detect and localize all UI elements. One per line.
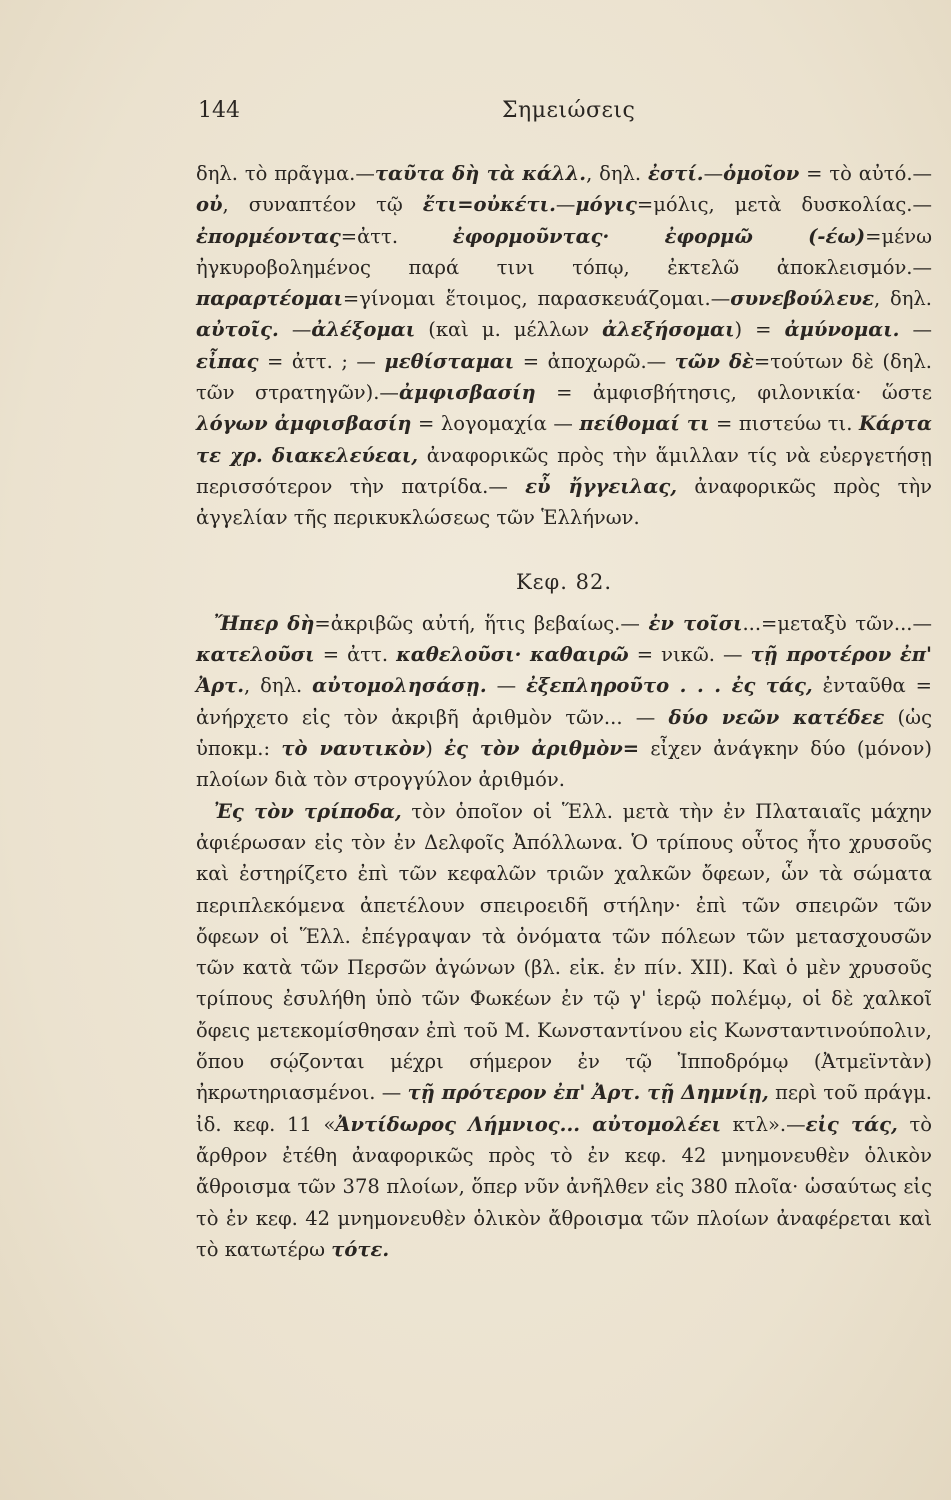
lemma-text: εὖ ἤγγειλας,	[525, 474, 678, 498]
lemma-text: τῇ πρότερον ἐπ' Ἀρτ. τῇ Δημνίῃ,	[407, 1081, 769, 1105]
lemma-text: κατελοῦσι	[196, 643, 315, 667]
lemma-text: αὐτομολησάσῃ.	[312, 674, 487, 698]
notes-paragraph-3	[196, 796, 932, 1265]
notes-paragraph-1	[196, 158, 932, 534]
lemma-text: Ἐς τὸν τρίποδα,	[214, 799, 402, 823]
lemma-text: μεθίσταμαι	[384, 349, 515, 373]
lemma-text: ἐστί.	[647, 162, 704, 185]
note-text: =τούτων δὲ (δηλ. τῶν στρατηγῶν).—	[196, 349, 933, 405]
lemma-text: λόγων ἀμφισβασίη	[196, 412, 412, 436]
note-text: =μένω ἠγκυροβολημένος παρά τινι τόπῳ, ἐκτελῶ ἀποκλεισμόν.—	[196, 224, 932, 279]
note-text: , δηλ.	[586, 162, 648, 185]
lemma-text: Ἀντίδωρος Λήμνιος... αὐτομολέει	[335, 1112, 722, 1136]
lemma-text: τῇ προτέρον ἐπ' Ἀρτ.	[196, 643, 932, 698]
lemma-text: δύο νεῶν κατέδεε	[668, 705, 885, 729]
note-text: ...=μεταξὺ τῶν...—	[742, 611, 932, 635]
lemma-text: ὁμοῖον	[723, 162, 800, 185]
lemma-text: μόγις	[575, 193, 637, 217]
note-text: εἶχεν ἀνάγκην δύο (μόνον) πλοίων διὰ τὸν στρογγύλον ἀριθμόν.	[196, 737, 932, 792]
lemma-text: Ἤπερ δὴ	[214, 611, 315, 635]
notes-body	[196, 158, 932, 1265]
note-text: )	[425, 737, 445, 761]
lemma-text: ταῦτα δὴ τὰ κάλλ.	[374, 162, 587, 185]
lemma-text: πείθομαί τι	[579, 412, 710, 436]
lemma-text: οὐ	[196, 193, 223, 217]
note-text: —	[703, 162, 724, 185]
running-title: Σημειώσεις	[502, 98, 636, 123]
lemma-text: ἐν τοῖσι	[648, 611, 743, 635]
note-text: τὸν ὁποῖον οἱ Ἕλλ. μετὰ τὴν ἐν Πλαταιαῖς μάχην ἀφιέρωσαν εἰς τὸν ἐν Δελφοῖς Ἀπόλλωνα. Ὁ τρίπους οὗτος ἦτο χρυσοῦς καὶ ἐστηρίζετο ἐπὶ τῶν κεφαλῶν τριῶν χαλκῶν ὄφεων, ὧν τὰ σώματα περιπλεκόμενα ἀπετέλουν σπειροειδῆ στήλην· ἐπὶ τῶν σπειρῶν τῶν ὄφεων οἱ Ἕλλ. ἐπέγραψαν τὰ ὀνόματα τῶν πόλεων τῶν μετασχουσῶν τῶν κατὰ τῶν Περσῶν ἀγώνων (βλ. εἰκ. ἐν πίν. XII). Καὶ ὁ μὲν χρυσοῦς τρίπους ἐσυλήθη ὑπὸ τῶν Φωκέων ἐν τῷ γ' ἱερῷ πολέμῳ, οἱ δὲ χαλκοῖ ὄφεις μετεκομίσθησαν ἐπὶ τοῦ Μ. Κωνσταντίνου εἰς Κωνσταντινούπολιν, ὅπου σῴζονται μέχρι σήμερον ἐν τῷ Ἱπποδρόμῳ (Ἀτμεϊντὰν) ἠκρωτηριασμένοι. —	[196, 799, 932, 1105]
note-text: = ἀττ. ; —	[258, 349, 385, 373]
lemma-text: παραρτέομαι	[196, 287, 343, 311]
lemma-text: ἐπορμέοντας	[196, 224, 341, 248]
note-text: ἐνταῦθα = ἀνήρχετο εἰς τὸν ἀκριβῆ ἀριθμὸν τῶν... —	[196, 674, 932, 729]
lemma-text: ἀμύνομαι.	[784, 318, 900, 342]
note-text: =μόλις, μετὰ δυσκολίας.—	[636, 193, 932, 217]
lemma-text: ἀλέξομαι	[311, 318, 416, 342]
lemma-text: ἐφορμοῦντας· ἐφορμῶ (-έω)	[452, 224, 866, 248]
lemma-text: τῶν δὲ	[674, 349, 754, 373]
note-text: = ἀποχωρῶ.—	[514, 349, 675, 373]
chapter-heading: Κεφ. 82.	[515, 569, 613, 594]
lemma-text: ἐς τὸν ἀριθμὸν=	[444, 737, 640, 761]
lemma-text: καθελοῦσι· καθαιρῶ	[396, 643, 629, 667]
note-text: τὸ ἄρθρον ἐτέθη ἀναφορικῶς πρὸς τὸ ἐν κεφ. 42 μνημονευθὲν ὁλικὸν ἄθροισμα τῶν 378 πλοίων, ὅπερ νῦν ἀνῆλθεν εἰς 380 πλοῖα· ὡσαύτως εἰς τὸ ἐν κεφ. 42 μνημονευθὲν ὁλικὸν ἄθροισμα τῶν πλοίων ἀναφέρεται καὶ τὸ κατωτέρω	[196, 1112, 932, 1261]
note-text: = νικῶ. —	[628, 643, 751, 667]
note-text: = πιστεύω τι.	[709, 412, 859, 436]
note-text: = ἀττ.	[314, 643, 397, 667]
lemma-text: εἰς τάς,	[805, 1112, 898, 1136]
lemma-text: τὸ ναυτικὸν	[281, 737, 426, 761]
note-text: = τὸ αὐτό.—	[799, 162, 933, 185]
lemma-text: ἀμφισβασίη	[398, 381, 536, 405]
lemma-text: ἔτι=οὐκέτι.	[422, 193, 556, 217]
note-text: = ἀμφισβήτησις, φιλονικία· ὥστε	[535, 381, 932, 405]
lemma-text: συνεβούλευε	[730, 287, 874, 311]
note-text: —	[899, 318, 933, 342]
note-text: ἀναφορικῶς πρὸς τὴν ἅμιλλαν τίς νὰ εὐεργετήσῃ περισσότερον τὴν πατρίδα.—	[196, 443, 932, 498]
note-text: ) =	[734, 318, 785, 342]
note-text: —	[278, 318, 312, 342]
lemma-text: Κάρτα τε χρ. διακελεύεαι,	[196, 412, 933, 467]
lemma-text: ἀλεξήσομαι	[602, 318, 735, 342]
note-text: κτλ».—	[721, 1112, 806, 1136]
note-text: δηλ. τὸ πρᾶγμα.—	[196, 162, 375, 185]
note-text: (ὡς ὑποκμ.:	[196, 705, 932, 761]
lemma-text: αὐτοῖς.	[196, 318, 279, 342]
note-text: ἀναφορικῶς πρὸς τὴν ἀγγελίαν τῆς περικυκλώσεως τῶν Ἑλλήνων.	[196, 474, 932, 530]
notes-paragraph-2	[196, 608, 932, 796]
note-text: =ἀκριβῶς αὐτή, ἥτις βεβαίως.—	[314, 611, 649, 635]
note-text: —	[486, 674, 527, 698]
note-text: , συναπτέον τῷ	[222, 193, 423, 217]
note-text: =ἀττ.	[340, 224, 453, 248]
page-number: 144	[198, 98, 240, 123]
lemma-text: τότε.	[331, 1237, 390, 1261]
note-text: —	[555, 193, 576, 217]
note-text: περὶ τοῦ πράγμ. ἰδ. κεφ. 11 «	[196, 1081, 933, 1136]
lemma-text: εἶπας	[196, 349, 259, 373]
note-text: , δηλ.	[244, 674, 313, 698]
lemma-text: ἐξεπληροῦτο . . . ἐς τάς,	[526, 674, 813, 698]
note-text: , δηλ.	[873, 287, 932, 311]
page-header	[0, 96, 951, 136]
note-text: = λογομαχία —	[411, 412, 580, 436]
note-text: =γίνομαι ἕτοιμος, παρασκευάζομαι.—	[342, 287, 731, 311]
note-text: (καὶ μ. μέλλων	[415, 318, 603, 342]
